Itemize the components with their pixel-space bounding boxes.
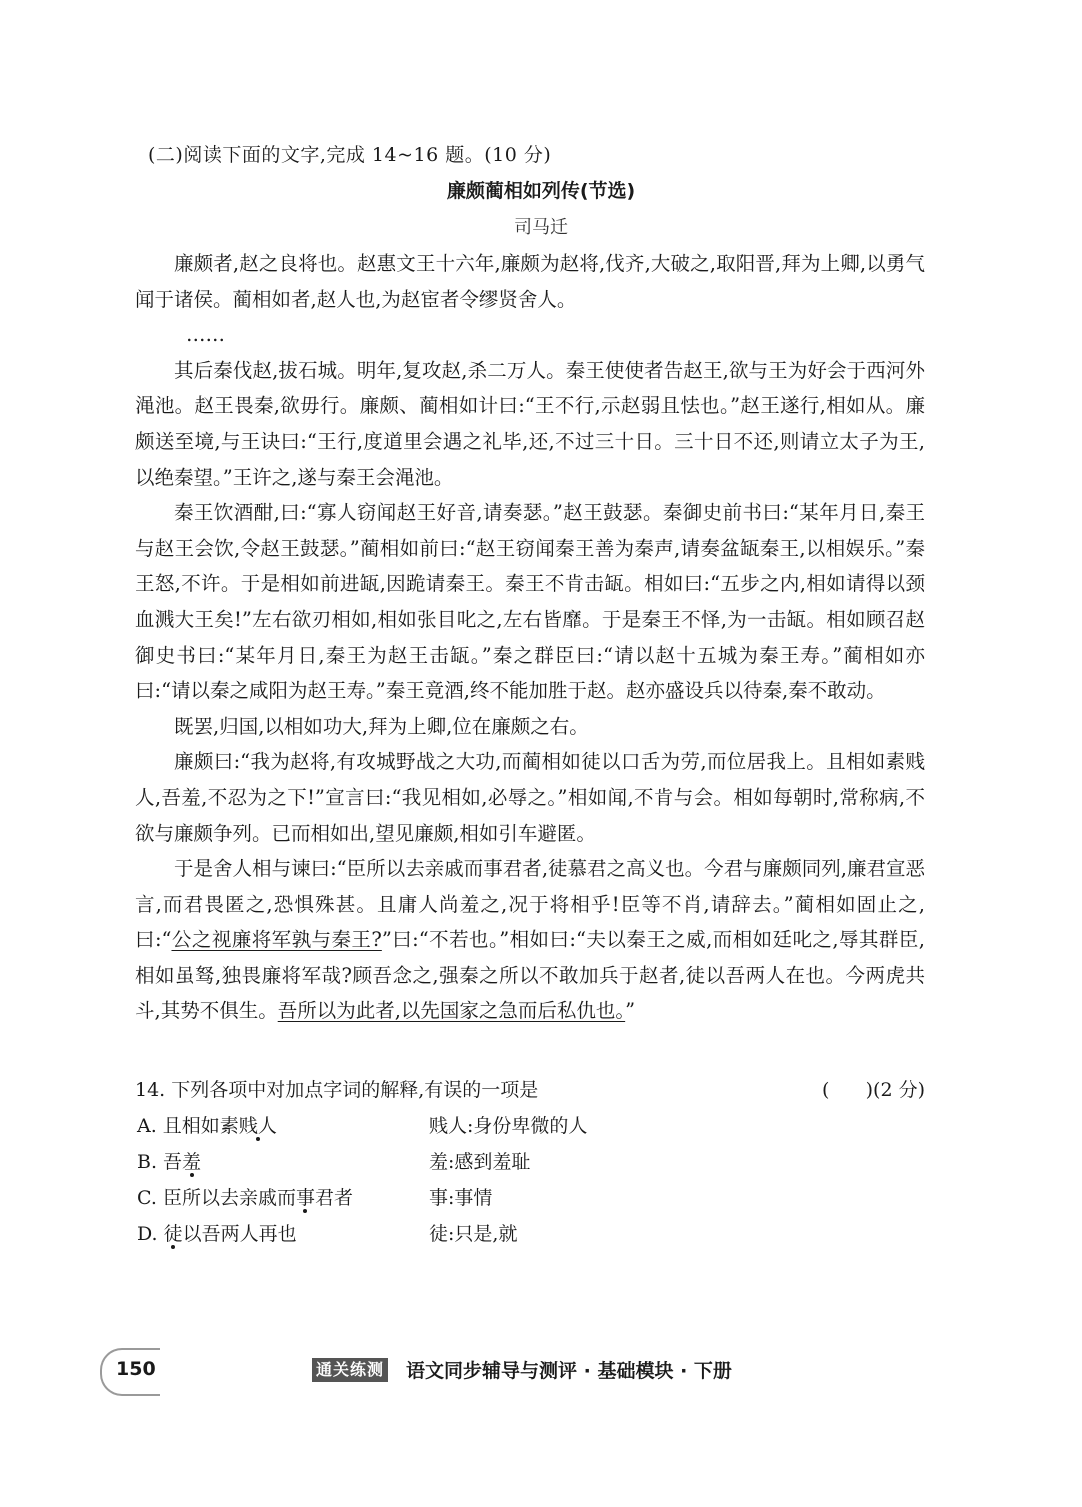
option-c [137,1180,925,1216]
option-a [137,1108,925,1144]
option-d-text-rest: 以吾两人再也 [182,1223,297,1245]
question-14 [135,1072,925,1252]
option-b-explanation: 羞:感到羞耻 [429,1151,531,1173]
article-title: 廉颇蔺相如列传(节选) [446,180,636,202]
option-c-explanation: 事:事情 [429,1187,493,1209]
paragraph-1: 廉颇者,赵之良将也。赵惠文王十六年,廉颇为赵将,伐齐,大破之,取阳晋,拜为上卿,以勇气闻于诸侯。蔺相如者,赵人也,为赵宦者令缪贤舍人。 [135,252,925,311]
paragraph-2: 其后秦伐赵,拔石城。明年,复攻赵,杀二万人。秦王使使者告赵王,欲与王为好会于西河外渑池。赵王畏秦,欲毋行。廉颇、蔺相如计曰:“王不行,示赵弱且怯也。”赵王遂行,相如从。廉颇送至境,与王诀曰:“王行,度道里会遇之礼毕,还,不过三十日。三十日不还,则请立太子为王,以绝秦望。”王许之,遂与秦王会渑池。 [135,358,925,489]
option-a-explanation: 贱人:身份卑微的人 [429,1115,588,1137]
underlined-sentence-1: 公之视廉将军孰与秦王? [171,928,382,952]
book-title: 语文同步辅导与测评 · 基础模块 · 下册 [406,1360,732,1382]
paragraph-6-part-c: ” [625,999,636,1023]
brand-logo: 通关练测 [312,1358,388,1382]
option-b-dotted-word: 羞 [182,1151,202,1173]
question-stem [135,1072,925,1108]
option-c-text: C. 臣所以去亲戚而 [137,1187,296,1209]
option-c-text-rest: 君者 [314,1187,353,1209]
paragraph-6-part-a: 于是舍人相与谏曰:“臣所以去亲戚而事君者,徒慕君之高义也。今君与廉颇同列,廉君宣恶言,而君畏匿之,恐惧殊甚。且庸人尚羞之,况于将相乎!臣等不肖,请辞去。”蔺相如固止之,曰:“ [135,857,925,952]
option-d [137,1216,925,1252]
article-author: 司马迁 [514,217,568,238]
answer-blank: ( ) [821,1079,874,1101]
option-b-text: B. 吾 [137,1151,183,1173]
page-number: 150 [116,1358,156,1380]
section-heading: (二)阅读下面的文字,完成 14~16 题。(10 分) [148,144,552,166]
option-b [137,1144,925,1180]
option-d-text: D. [137,1223,164,1245]
underlined-sentence-2: 吾所以为此者,以先国家之急而后私仇也。 [277,999,626,1023]
option-a-text: A. 且相如素 [137,1115,239,1137]
article-body [135,246,925,1029]
paragraph-4: 既罢,归国,以相如功大,拜为上卿,位在廉颇之右。 [174,714,589,738]
question-text: 14. 下列各项中对加点字词的解释,有误的一项是 [135,1079,539,1101]
paragraph-3: 秦王饮酒酣,曰:“寡人窃闻赵王好音,请奏瑟。”赵王鼓瑟。秦御史前书曰:“某年月日,秦王与赵王会饮,令赵王鼓瑟。”蔺相如前曰:“赵王窃闻秦王善为秦声,请奏盆缻秦王,以相娱乐。”秦王怒,不许。于是相如前进缻,因跪请秦王。秦王不肯击缻。相如曰:“五步之内,相如请得以颈血溅大王矣!”左右欲刃相如,相如张目叱之,左右皆靡。于是秦王不怿,为一击缻。相如顾召赵御史书曰:“某年月日,秦王为赵王击缻。”秦之群臣曰:“请以赵十五城为秦王寿。”蔺相如亦曰:“请以秦之咸阳为赵王寿。”秦王竟酒,终不能加胜于赵。赵亦盛设兵以待秦,秦不敢动。 [135,501,925,703]
paragraph-6 [135,851,925,1029]
paragraph-5: 廉颇曰:“我为赵将,有攻城野战之大功,而蔺相如徒以口舌为劳,而位居我上。且相如素贱人,吾羞,不忍为之下!”宣言曰:“我见相如,必辱之。”相如闻,不肯与会。相如每朝时,常称病,不欲与廉颇争列。已而相如出,望见廉颇,相如引车避匿。 [135,750,925,845]
option-d-explanation: 徒:只是,就 [429,1223,518,1245]
question-answer-area [822,1072,925,1108]
page-footer [100,1348,1000,1396]
paragraph-6-part-b: ”曰:“不若也。”相如曰:“夫以秦王之威,而相如廷叱之,辱其群臣,相如虽驽,独畏廉将军哉?顾吾念之,强秦之所以不敢加兵于赵者,徒以吾两人在也。今两虎共斗,其势不俱生。 [135,928,925,1023]
option-a-dotted-word: 贱人 [238,1115,277,1137]
option-d-dotted-word: 徒 [163,1223,183,1245]
ellipsis: …… [186,323,225,347]
question-points: (2 分) [873,1079,925,1101]
option-c-dotted-word: 事 [295,1187,315,1209]
